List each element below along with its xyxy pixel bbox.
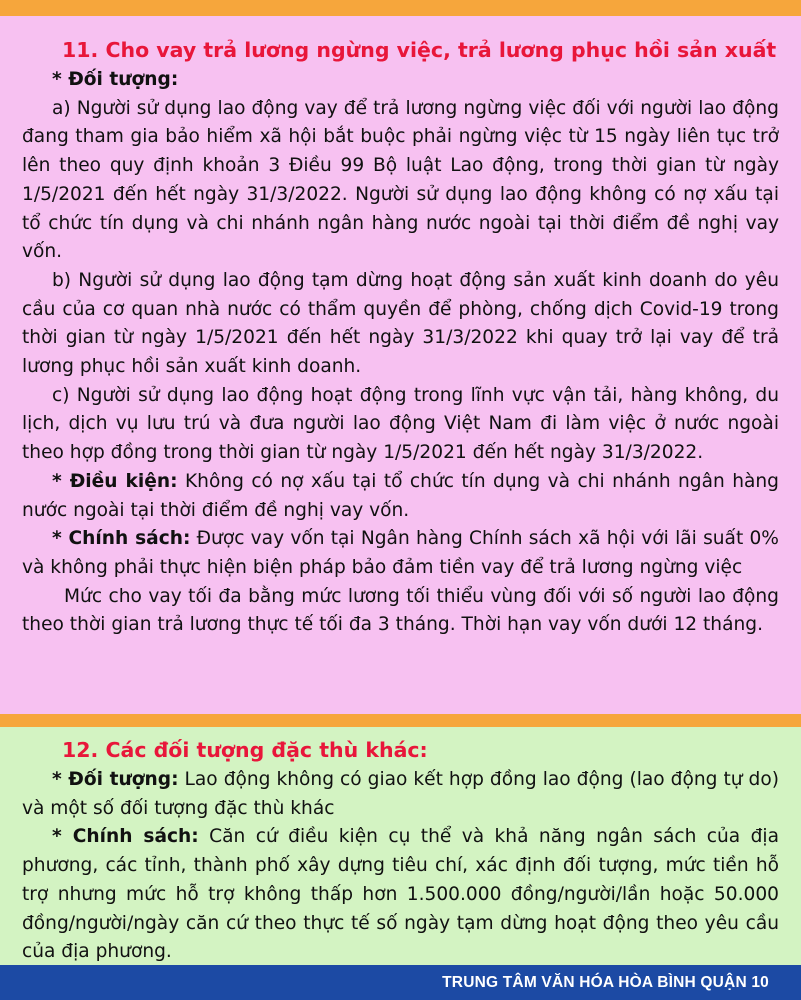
section-12-title: 12. Các đối tượng đặc thù khác: bbox=[62, 738, 428, 762]
dieu-kien-label: * Điều kiện: bbox=[52, 470, 178, 492]
section-11-item-c: c) Người sử dụng lao động hoạt động trong lĩnh vực vận tải, hàng không, du lịch, dịch vụ lưu trú và đưa người lao động Việt Nam đi làm việc ở nước ngoài theo hợp đồng trong thời gian từ ngày 1/5/2021 đến hết ngày 31/3/2022. bbox=[22, 384, 779, 464]
dieu-kien-text: Không có nợ xấu tại tổ chức tín dụng và chi nhánh ngân hàng nước ngoài tại thời điểm đề nghị vay vốn. bbox=[22, 470, 779, 521]
chinh-sach-label-12: * Chính sách: bbox=[52, 826, 199, 848]
footer-organization: TRUNG TÂM VĂN HÓA HÒA BÌNH QUẬN 10 bbox=[442, 974, 769, 991]
section-11-panel bbox=[0, 16, 801, 714]
chinh-sach-text: Được vay vốn tại Ngân hàng Chính sách xã hội với lãi suất 0% và không phải thực hiện biện pháp bảo đảm tiền vay để trả lương ngừng việc bbox=[22, 528, 779, 578]
section-11-item-b: b) Người sử dụng lao động tạm dừng hoạt động sản xuất kinh doanh do yêu cầu của cơ quan nhà nước có thẩm quyền để phòng, chống dịch Covid-19 trong thời gian từ ngày 1/5/2021 đến hết ngày 31/3/2022 khi quay trở lại vay để trả lương phục hồi sản xuất kinh doanh. bbox=[22, 269, 779, 378]
section-11-title: 11. Cho vay trả lương ngừng việc, trả lương phục hồi sản xuất bbox=[62, 38, 777, 62]
chinh-sach-label: * Chính sách: bbox=[52, 528, 191, 550]
section-12-chinh-sach bbox=[22, 823, 779, 967]
section-11-muc-cho-vay: Mức cho vay tối đa bằng mức lương tối thiểu vùng đối với số người lao động theo thời gian trả lương thực tế tối đa 3 tháng. Thời hạn vay vốn dưới 12 tháng. bbox=[22, 585, 779, 636]
footer-bar bbox=[0, 965, 801, 1000]
section-11-doi-tuong-heading bbox=[22, 66, 779, 95]
section-11-dieu-kien bbox=[22, 468, 779, 525]
section-11-chinh-sach bbox=[22, 525, 779, 582]
top-stripe bbox=[0, 0, 801, 16]
section-12-panel bbox=[0, 727, 801, 965]
section-12-doi-tuong bbox=[22, 766, 779, 823]
doi-tuong-label-12: * Đối tượng: bbox=[52, 769, 179, 790]
chinh-sach-text-12: Căn cứ điều kiện cụ thể và khả năng ngân sách của địa phương, các tỉnh, thành phố xây dựng tiêu chí, xác định đối tượng, mức tiền hỗ trợ nhưng mức hỗ trợ không thấp hơn 1.500.000 đồng/người/lần hoặc 50.000 đồng/người/ngày căn cứ theo thực tế số ngày tạm dừng hoạt động theo yêu cầu của địa phương. bbox=[22, 826, 779, 963]
doi-tuong-text-12: Lao động không có giao kết hợp đồng lao động (lao động tự do) và một số đối tượng đặc thù khác bbox=[22, 769, 779, 819]
section-11-item-a: a) Người sử dụng lao động vay để trả lương ngừng việc đối với người lao động đang tham gia bảo hiểm xã hội bắt buộc phải ngừng việc từ 15 ngày liên tục trở lên theo quy định khoản 3 Điều 99 Bộ luật Lao động, trong thời gian từ ngày 1/5/2021 đến hết ngày 31/3/2022. Người sử dụng lao động không có nợ xấu tại tổ chức tín dụng và chi nhánh ngân hàng nước ngoài tại thời điểm đề nghị vay vốn. bbox=[22, 97, 779, 263]
doi-tuong-label: * Đối tượng: bbox=[52, 69, 179, 90]
